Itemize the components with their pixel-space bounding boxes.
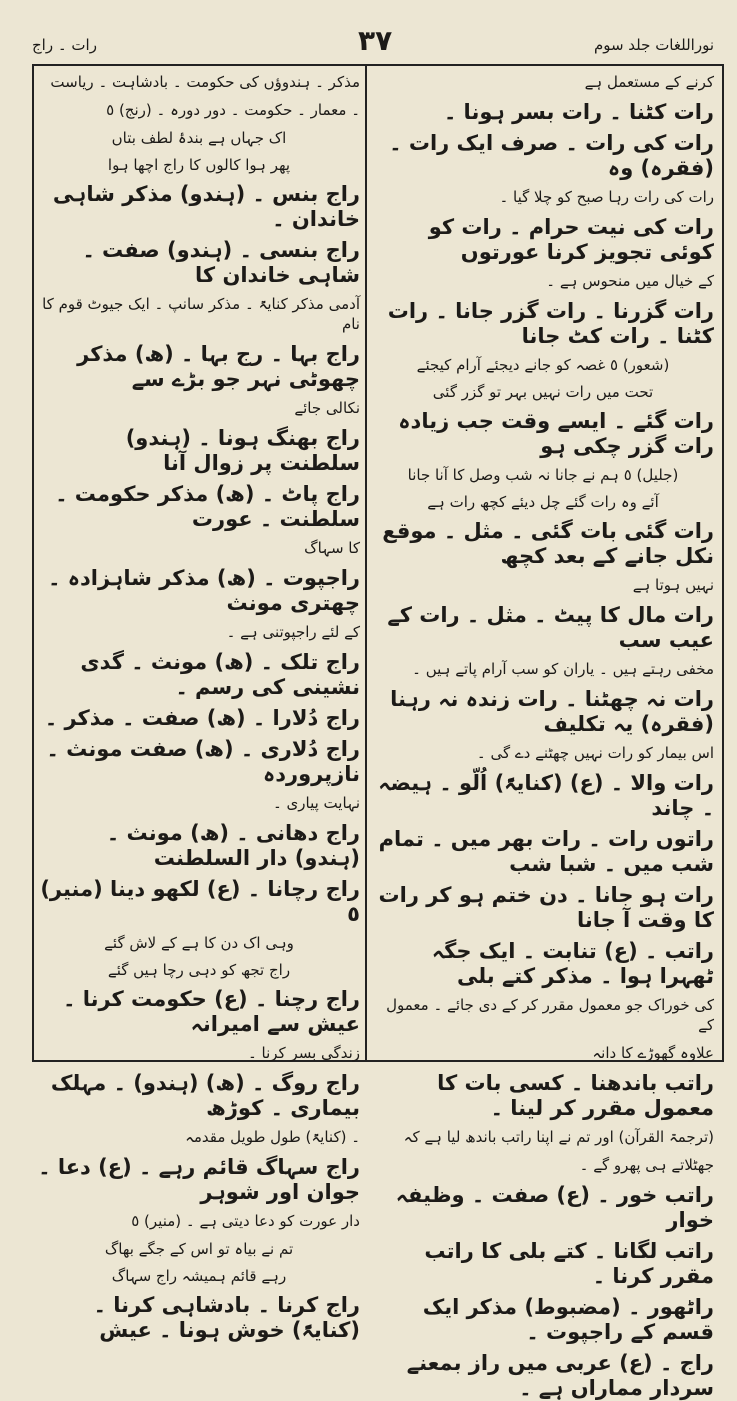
text-line: ۔ (کنایۃً) طول طویل مقدمہ (185, 1128, 360, 1146)
entry-headword-line: راج روگ ۔ (ھ) (ہندو) ۔ مہلک بیماری ۔ کوڑھ (50, 1071, 360, 1120)
entry-headword-line: راتب باندھنا ۔ کسی بات کا معمول مقرر کر لینا ۔ (437, 1071, 714, 1120)
text-line: نہایت پیاری ۔ (272, 794, 360, 812)
entry-headword-line: راج دھانی ۔ (ھ) مونث ۔ (ہندو) دار السلطنت (106, 821, 360, 870)
entry-headword-line: راتب خور ۔ (ع) صفت ۔ وظیفہ خوار (395, 1183, 714, 1232)
text-line: رات کی رات رہا صبح کو چلا گیا ۔ (499, 188, 714, 206)
entry-headword-line: راجپوت ۔ (ھ) مذکر شاہزادہ ۔ چھتری مونث (48, 566, 360, 615)
text-line: نہیں ہوتا ہے (632, 576, 714, 594)
entry-headword-line: رات نہ چھٹنا ۔ رات زندہ نہ رہنا (فقرہ) یہ تکلیف (390, 687, 714, 736)
entry-headword-line: رات ہو جانا ۔ دن ختم ہو کر رات کا وقت آ جانا (378, 883, 714, 932)
page-number: ۳۷ (358, 24, 393, 57)
header-book-title: نوراللغات جلد سوم (593, 36, 714, 54)
verse-line: تحت میں رات نہیں بہر تو گزر گئی (432, 383, 654, 401)
text-line: زندگی بسر کرنا ۔ (247, 1044, 360, 1062)
entry-headword-line: راتب لگانا ۔ کتے بلی کا راتب مقرر کرنا ۔ (424, 1239, 714, 1288)
left-column (38, 72, 360, 1342)
right-column (372, 72, 714, 1400)
text-line: مخفی رہتے ہیں ۔ یاران کو سب آرام پاتے ہیں ۔ (412, 660, 714, 678)
verse-line: تم نے بیاہ تو اس کے جگے بھاگ (104, 1240, 294, 1258)
verse-line: وہی اک دن کا ہے کے لاش گئے (104, 934, 294, 952)
entry-headword-line: راج تلک ۔ (ھ) مونث ۔ گدی نشینی کی رسم ۔ (80, 650, 360, 699)
entry-headword-line: راٹھور ۔ (مضبوط) مذکر ایک قسم کے راجپوت ۔ (422, 1295, 714, 1344)
verse-line: (جلیل) ٥ ہم نے جانا نہ شب وصل کا آنا جانا (407, 466, 679, 484)
entry-headword-line: راتوں رات ۔ رات بھر میں ۔ تمام شب میں ۔ شبا شب (378, 827, 714, 876)
entry-headword-line: رات گئی بات گئی ۔ مثل ۔ موقع نکل جانے کے بعد کچھ (382, 519, 714, 568)
entry-headword-line: راج پاٹ ۔ (ھ) مذکر حکومت ۔ سلطنت ۔ عورت (55, 482, 360, 531)
entry-headword-line: رات مال کا پیٹ ۔ مثل ۔ رات کے عیب سب (387, 603, 714, 652)
text-line: علاوہ گھوڑے کا دانہ (592, 1044, 714, 1062)
verse-line: پھر ہوا کالوں کا راج اچھا ہوا (107, 156, 291, 174)
entry-headword-line: رات کٹنا ۔ رات بسر ہونا ۔ (443, 100, 714, 124)
text-line: کے خیال میں منحوس ہے ۔ (546, 272, 714, 290)
entry-headword-line: رات کی نیت حرام ۔ رات کو کوئی تجویز کرنا عورتوں (428, 215, 714, 264)
verse-line: رہے قائم ہمیشہ راج سہاگ (111, 1267, 287, 1285)
page-header (28, 22, 718, 62)
entry-headword-line: رات والا ۔ (ع) (کنایۃً) اُلّو ۔ ہیضہ ۔ چاند (378, 771, 714, 820)
entry-headword-line: راج رچانا ۔ (ع) لکھو دینا (منیر) ٥ (40, 877, 360, 926)
entry-headword-line: رات گئے ۔ ایسے وقت جب زیادہ رات گزر چکی ہو (398, 409, 714, 458)
verse-line: اک جہاں ہے بندۂ لطف بتاں (111, 129, 287, 147)
text-line: (ترجمۃ القرآن) اور تم نے اپنا راتب باندھ لیا ہے کہ (403, 1128, 714, 1146)
entry-headword-line: رات کی رات ۔ صرف ایک رات ۔ (فقرہ) وہ (389, 131, 714, 180)
text-line: ۔ معمار ۔ حکومت ۔ دور دورہ ۔ (رنج) ٥ (106, 101, 360, 119)
text-line: کی خوراک جو معمول مقرر کر کے دی جائے ۔ معمول کے (386, 996, 714, 1034)
text-line: جھٹلاتے ہی پھرو گے ۔ (579, 1156, 714, 1174)
entry-headword-line: راج بنسی ۔ (ہندو) صفت ۔ شاہی خاندان کا (82, 238, 360, 287)
header-keywords: رات ۔ راج (32, 36, 97, 54)
verse-line: آئے وہ رات گئے چل دیئے کچھ رات ہے (427, 493, 659, 511)
text-line: کرنے کے مستعمل ہے (584, 73, 714, 91)
entry-headword-line: رات گزرنا ۔ رات گزر جانا ۔ رات کٹنا ۔ رات کٹ جانا (387, 299, 714, 348)
text-line: دار عورت کو دعا دیتی ہے ۔ (منیر) ٥ (131, 1212, 360, 1230)
text-line: آدمی مذکر کنایۃً ۔ مذکر سانپ ۔ ایک جیوٹ قوم کا نام (42, 295, 360, 333)
entry-headword-line: راج بہا ۔ رج بہا ۔ (ھ) مذکر چھوٹی نہر جو بڑے سے (77, 342, 360, 391)
text-line: کے لئے راجپوتنی ہے ۔ (226, 623, 360, 641)
entry-headword-line: راج سہاگ قائم رہے ۔ (ع) دعا ۔ جوان اور شوہر (38, 1155, 360, 1204)
entry-headword-line: راج دُلارا ۔ (ھ) صفت ۔ مذکر ۔ (44, 706, 360, 730)
entry-headword-line: راج بھنگ ہونا ۔ (ہندو) سلطنت پر زوال آنا (125, 426, 360, 475)
text-line: کا سہاگ (304, 539, 360, 557)
entry-headword-line: راج ۔ (ع) عربی میں راز بمعنے سردار مماراں ہے ۔ (406, 1351, 714, 1400)
entry-headword-line: راج دُلاری ۔ (ھ) صفت مونث ۔ نازپروردہ (46, 737, 360, 786)
entry-headword-line: راج رچنا ۔ (ع) حکومت کرنا ۔ عیش سے امیرانہ (63, 987, 360, 1036)
entry-headword-line: راج کرنا ۔ بادشاہی کرنا ۔ (کنایۃً) خوش ہونا ۔ عیش (93, 1293, 360, 1342)
entry-headword-line: راتب ۔ (ع) تنابت ۔ ایک جگہ ٹھہرا ہوا ۔ مذکر کتے بلی (431, 939, 714, 988)
verse-line: (شعور) ٥ غصہ کو جانے دیجئے آرام کیجئے (416, 356, 670, 374)
verse-line: راج تجھ کو دہی رچا ہیں گئے (107, 961, 291, 979)
text-line: نکالی جائے (294, 399, 360, 417)
text-line: اس بیمار کو رات نہیں چھٹنے دے گی ۔ (476, 744, 714, 762)
entry-headword-line: راج بنس ۔ (ہندو) مذکر شاہی خاندان ۔ (52, 182, 360, 231)
text-line: مذکر ۔ ہندوؤں کی حکومت ۔ بادشاہت ۔ ریاست (50, 73, 360, 91)
column-divider (365, 64, 367, 1062)
